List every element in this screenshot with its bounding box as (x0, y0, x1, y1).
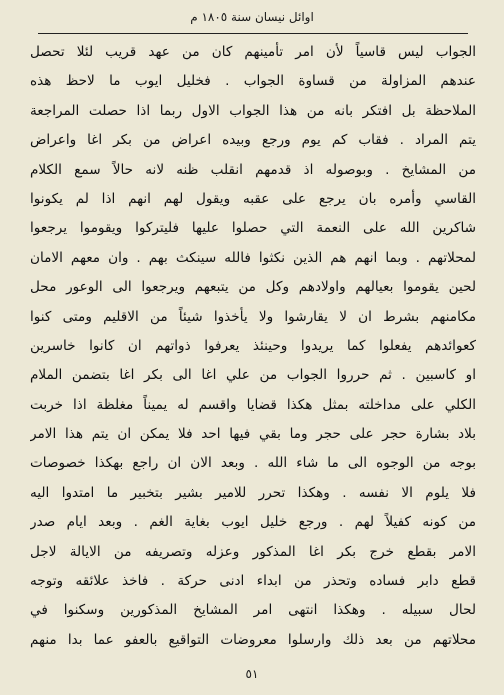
text-line-9: لحين يقوموا بعيالهم واولادهم وكل من يتبعهم ويرجعوا الى الوعور محل (30, 279, 476, 296)
text-line-10: مكامنهم بشرط ان لا يقارشوا ولا يأخذوا شيئاً من الاقليم ومتى كنوا (30, 308, 476, 325)
text-line-13: الكلي على مداخلته بمثل هكذا قضايا واقسم له يميناً مغلظة اذا خربت (30, 396, 476, 413)
text-line-17: من كونه كفيلاً لهم . ورجع خليل ايوب بغاية الغم . وبعد ايام صدر (30, 514, 476, 531)
text-line-6: القاسي وأمره بان يرجع على عقبه ويقول لهم انهم اذا لم يكونوا (30, 190, 476, 207)
page-number: ٥١ (245, 667, 259, 681)
text-line-19: قطع دابر فساده وتحذر من ابداء ادنى حركة . فاخذ علائقه وتوجه (30, 573, 476, 590)
text-line-7: شاكرين الله على النعمة التي حصلوا عليها فليتركوا ويقوموا يرجعوا (30, 220, 476, 237)
text-line-5: من المشايخ . وبوصوله اذ قدمهم انقلب ظنه لانه حالاً سمع الكلام (30, 161, 476, 178)
text-line-4: يتم المراد . فقاب كم يوم ورجع وبيده اعراض من بكر اغا واعراض (30, 132, 476, 149)
text-line-18: الامر بقطع خرج بكر اغا المذكور وعزله وتصريفه من الايالة لاجل (30, 543, 476, 560)
body-text (30, 38, 476, 655)
text-line-14: بلاد بشارة حجر على حجر وما بقي فيها احد فلا يمكن ان يتم هذا الامر (30, 426, 476, 443)
text-line-11: كعوائدهم يفعلوا كما يريدوا وحينئذ يعرفوا ذواتهم ان كانوا خاسرين (30, 337, 476, 354)
header-rule (38, 33, 468, 34)
text-line-12: او كاسبين . ثم حرروا الجواب من علي اغا الى بكر اغا بتضمن الملام (30, 367, 476, 384)
running-head: اوائل نيسان سنة ١٨٠٥ م (190, 10, 314, 24)
text-line-2: عندهم المزاولة من قساوة الجواب . فخليل ايوب ما لاحظ هذه (30, 73, 476, 90)
text-line-16: فلا يلوم الا نفسه . وهكذا تحرر للامير بشير بتخبير ما امتدوا اليه (30, 484, 476, 501)
text-line-8: لمحلاتهم . وبما انهم هم الذين نكثوا فالله سينكث بهم . وان معهم الامان (30, 249, 476, 266)
text-line-20: لحال سبيله . وهكذا انتهى امر المشايخ المذكورين وسكنوا في (30, 602, 476, 619)
text-line-1: الجواب ليس قاسياً لأن امر تأمينهم كان من عهد قريب لئلا تحصل (30, 44, 476, 60)
text-line-3: الملاحظة بل افتكر بانه من هذا الجواب الاول ربما اذا حصلت المراجعة (30, 102, 476, 119)
text-line-15: بوجه من الوجوه الى ما شاء الله . وبعد الان ان راجع بهكذا خصوصات (30, 455, 476, 472)
text-line-21: محلاتهم من بعد ذلك وارسلوا معروضات التواقيع بالعفو عما بدا منهم (30, 631, 476, 648)
